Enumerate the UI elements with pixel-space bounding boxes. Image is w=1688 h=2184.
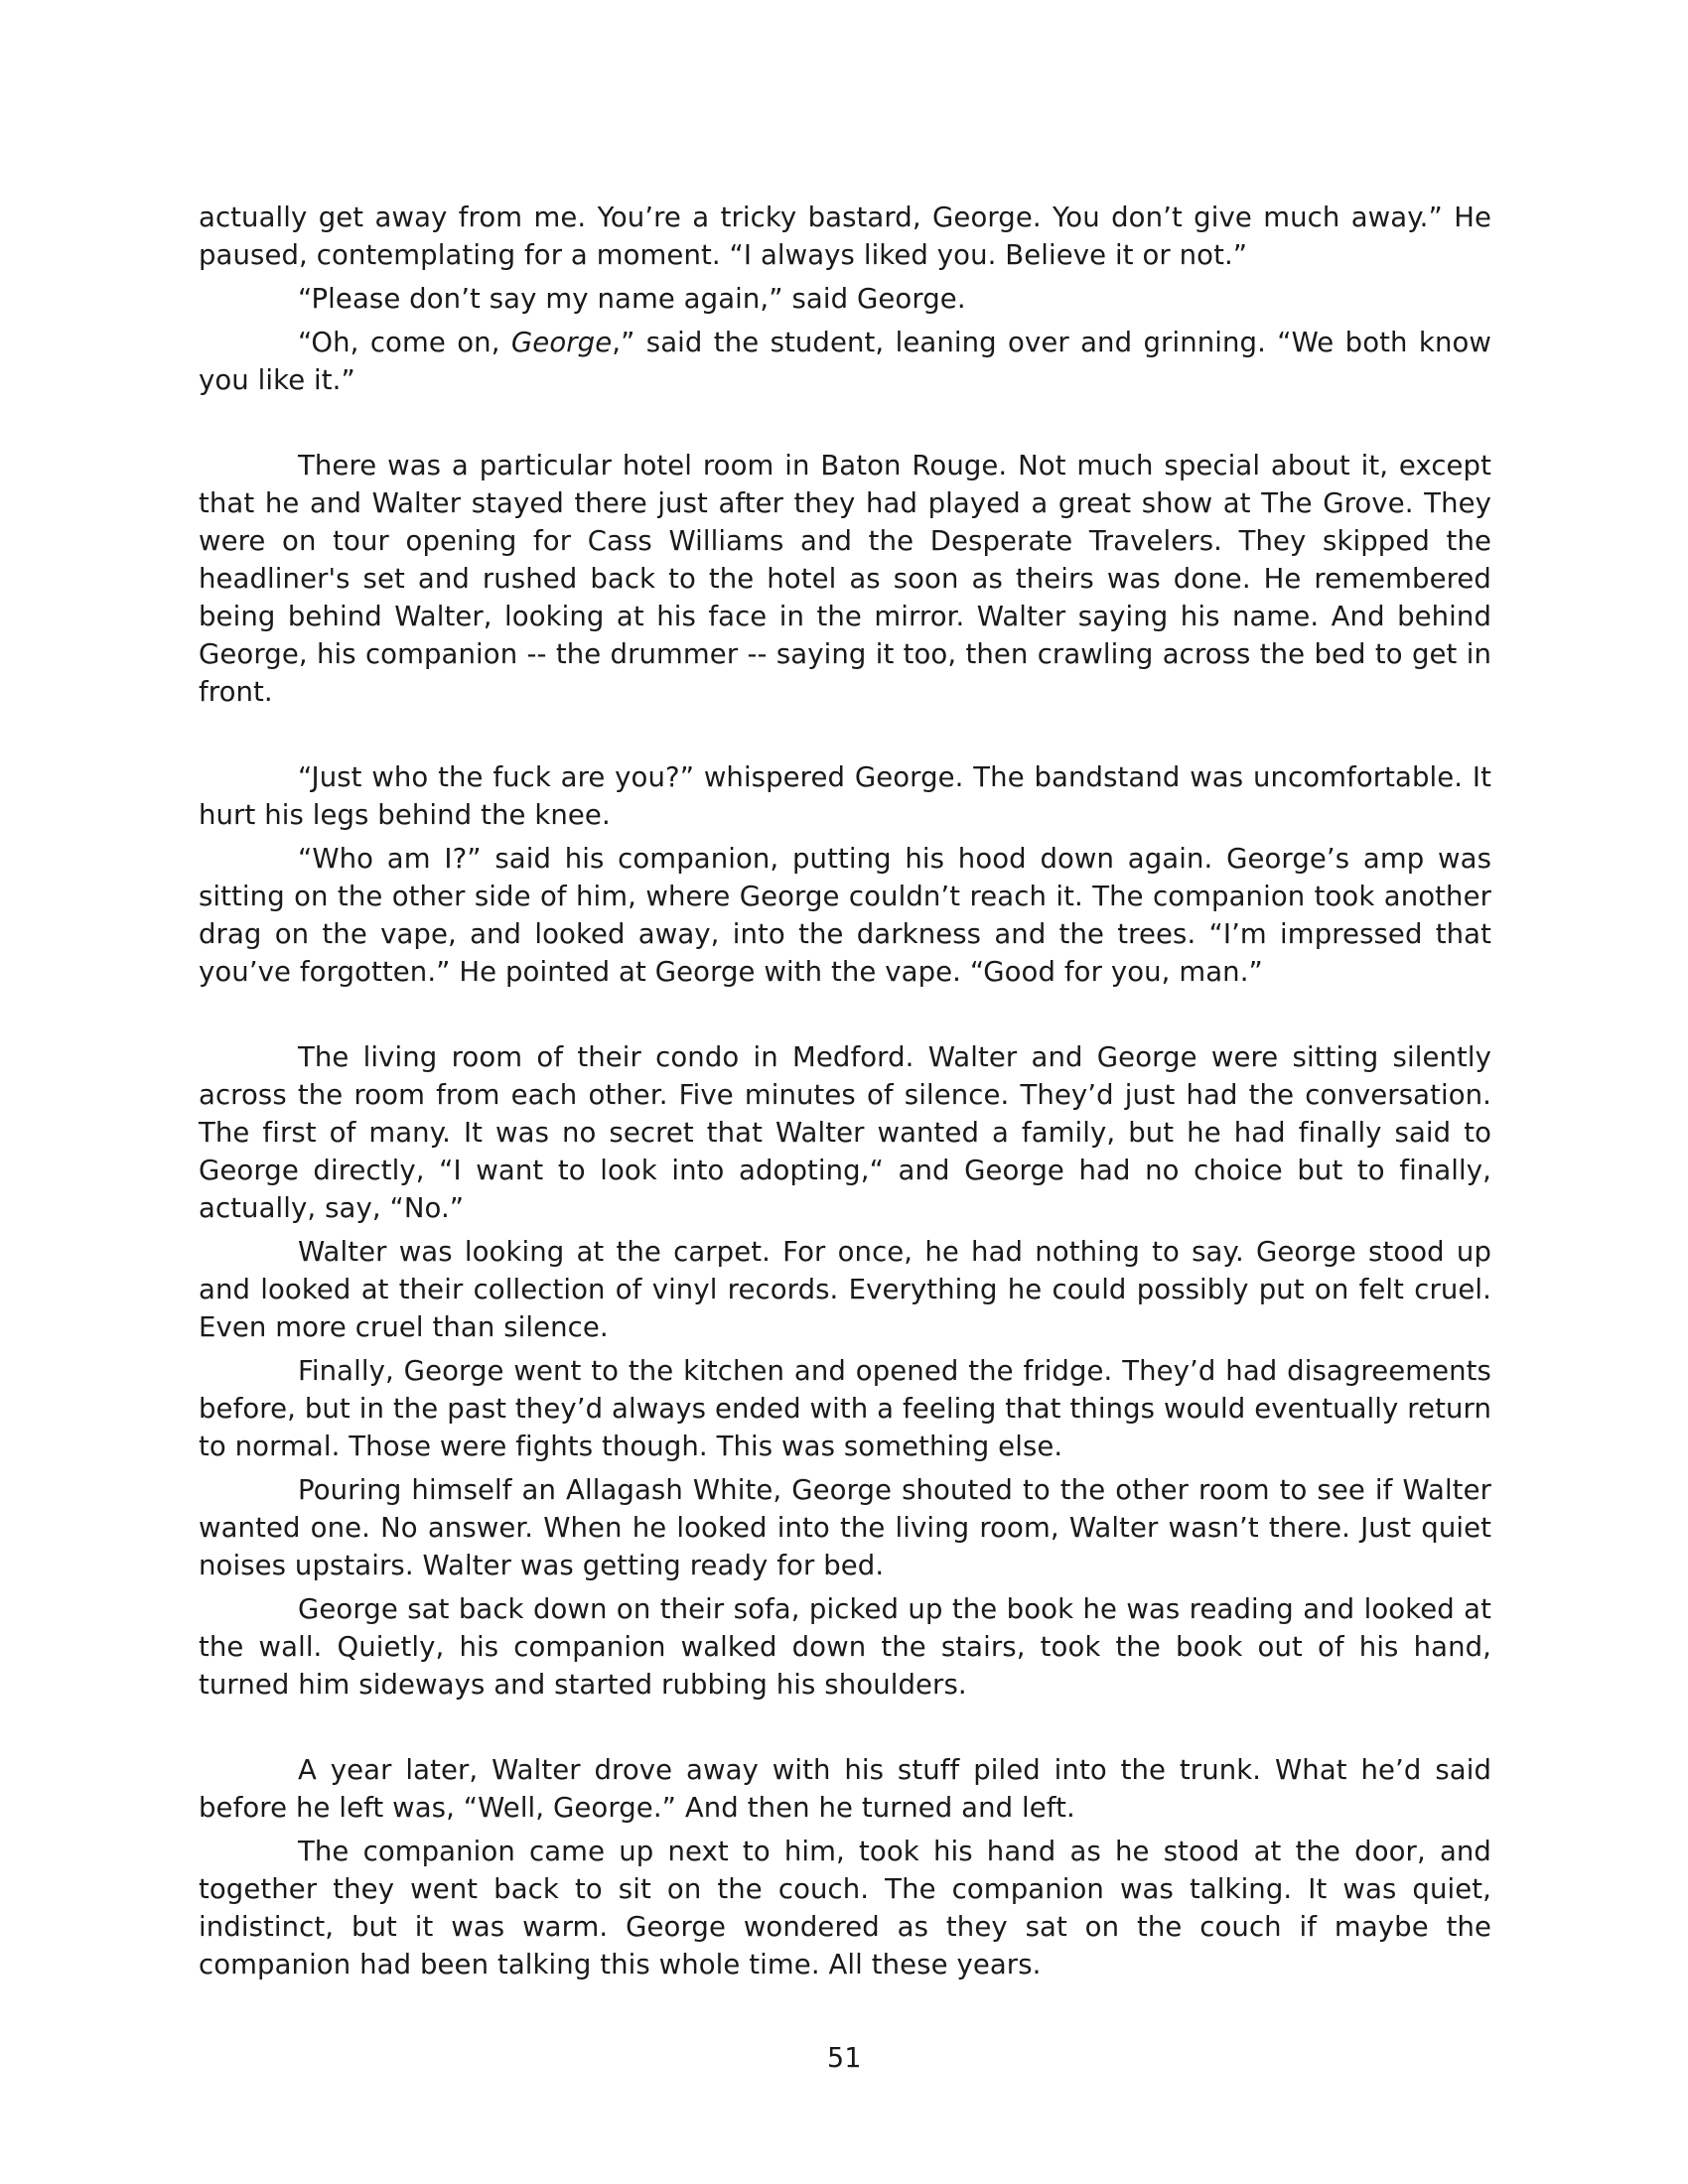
paragraph-dialogue-italic [199, 324, 1491, 399]
paragraph-body: George sat back down on their sofa, picked up the book he was reading and looked at the wall. Quietly, his companion walked down the stairs, took the book out of his hand, turned him sideways and started rubbing his shoulders. [199, 1593, 1491, 1701]
paragraph-dialogue: “Just who the fuck are you?” whispered George. The bandstand was uncomfortable. It hurt his legs behind the knee. [199, 761, 1491, 831]
page-body [199, 199, 1491, 2085]
paragraph-flashback: A year later, Walter drove away with his stuff piled into the trunk. What he’d said before he left was, “Well, George.” And then he turned and left. [199, 1754, 1491, 1824]
paragraph-body: The companion came up next to him, took his hand as he stood at the door, and together they went back to sit on the couch. The companion was talking. It was quiet, indistinct, but it was warm. George wondered as they sat on the couch if maybe the companion had been talking this whole time. All these years. [199, 1836, 1491, 1980]
page-number: 51 [827, 2041, 861, 2074]
paragraph-flashback: The living room of their condo in Medford. Walter and George were sitting silently across the room from each other. Five minutes of silence. They’d just had the conversation. The first of many. It was no secret that Walter wanted a family, but he had finally said to George directly, “I want to look into adopting,“ and George had no choice but to finally, actually, say, “No.” [199, 1041, 1491, 1224]
paragraph-continuation: actually get away from me. You’re a tricky bastard, George. You don’t give much away.” He paused, contemplating for a moment. “I always liked you. Believe it or not.” [199, 202, 1491, 271]
dialogue-text-after: ,” said the student, leaning over and grinning. “We both know you like it.” [199, 327, 1491, 396]
paragraph-body: Pouring himself an Allagash White, George shouted to the other room to see if Walter wanted one. No answer. When he looked into the living room, Walter wasn’t there. Just quiet noises upstairs. Walter was getting ready for bed. [199, 1474, 1491, 1581]
paragraph-dialogue: “Please don’t say my name again,” said George. [298, 283, 966, 315]
dialogue-italic-name: George [510, 327, 613, 358]
paragraph-flashback: There was a particular hotel room in Baton Rouge. Not much special about it, except that he and Walter stayed there just after they had played a great show at The Grove. They were on tour opening for Cass Williams and the Desperate Travelers. They skipped the headliner's set and rushed back to the hotel as soon as theirs was done. He remembered being behind Walter, looking at his face in the mirror. Walter saying his name. And behind George, his companion -- the drummer -- saying it too, then crawling across the bed to get in front. [199, 450, 1491, 708]
paragraph-body: Finally, George went to the kitchen and opened the fridge. They’d had disagreements before, but in the past they’d always ended with a feeling that things would eventually return to normal. Those were fights though. This was something else. [199, 1355, 1491, 1462]
paragraph-dialogue: “Who am I?” said his companion, putting his hood down again. George’s amp was sitting on the other side of him, where George couldn’t reach it. The companion took another drag on the vape, and looked away, into the darkness and the trees. “I’m impressed that you’ve forgotten.” He pointed at George with the vape. “Good for you, man.” [199, 843, 1491, 988]
paragraph-body: Walter was looking at the carpet. For once, he had nothing to say. George stood up and looked at their collection of vinyl records. Everything he could possibly put on felt cruel. Even more cruel than silence. [199, 1236, 1491, 1343]
dialogue-text-before: “Oh, come on, [298, 327, 511, 358]
